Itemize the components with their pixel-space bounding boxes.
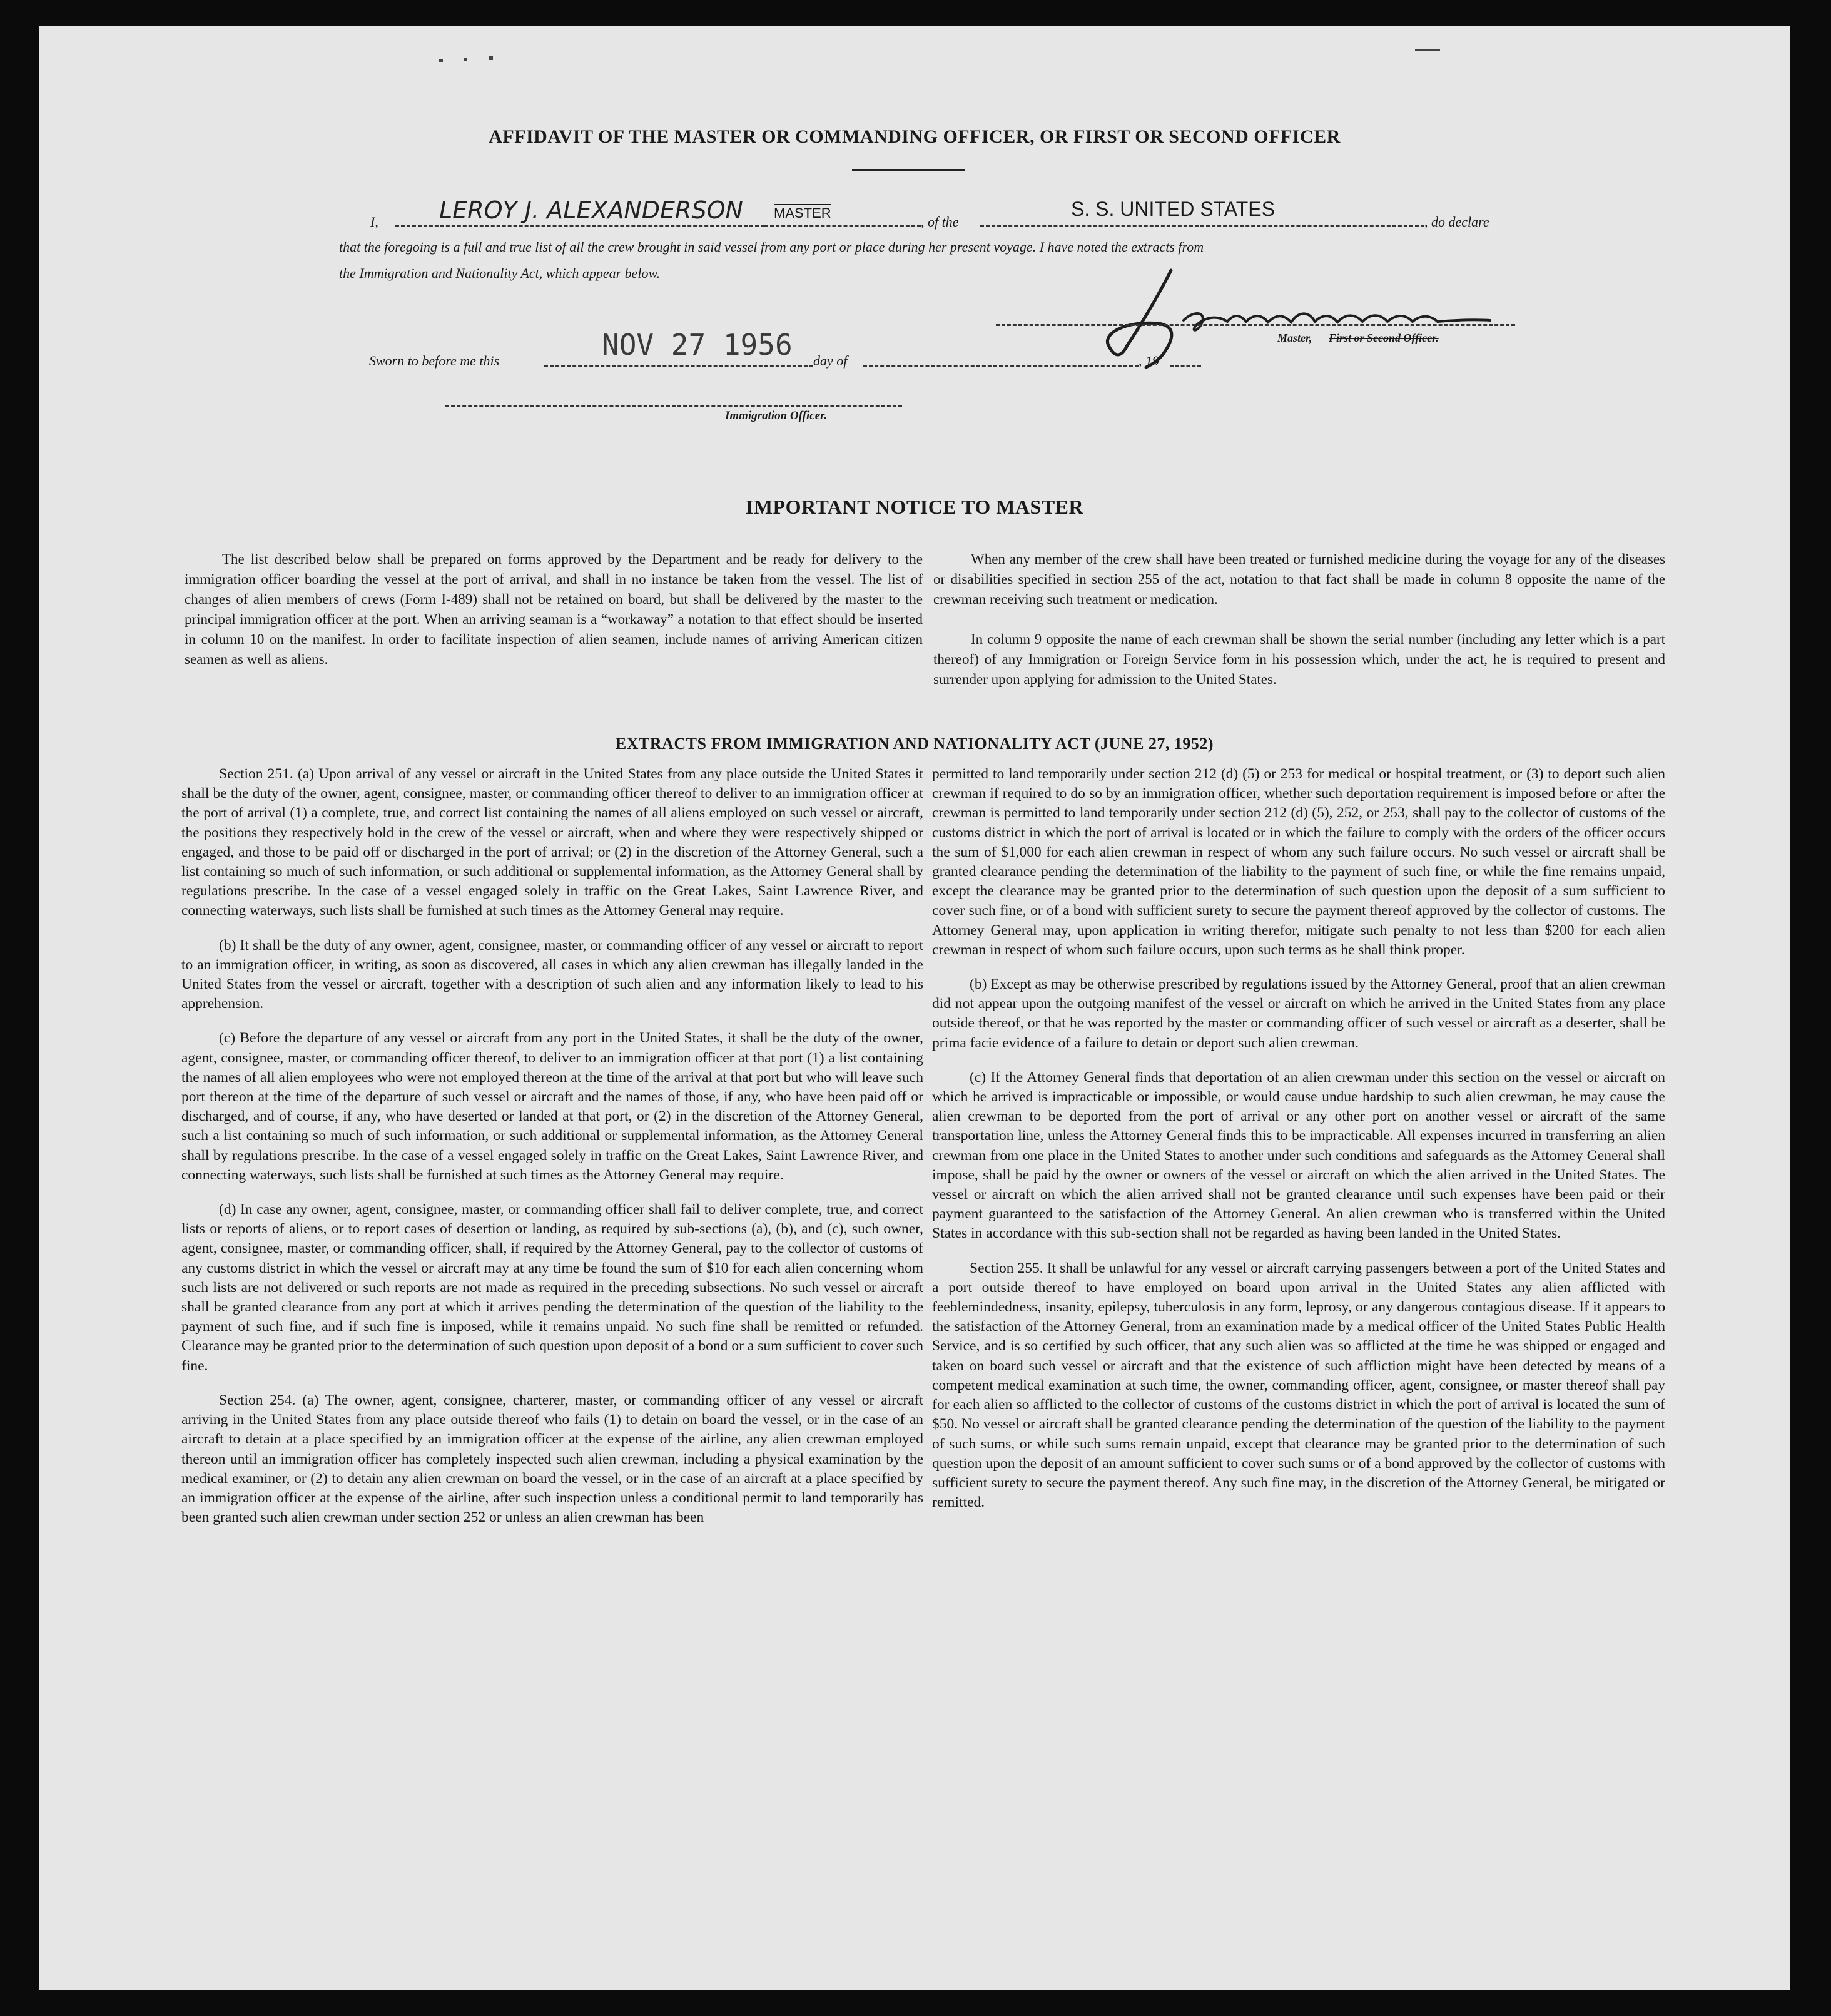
- extracts-title: EXTRACTS FROM IMMIGRATION AND NATIONALITY ACT (JUNE 27, 1952): [615, 735, 1214, 753]
- vessel-line: [980, 225, 1424, 227]
- rank-line: [764, 225, 921, 227]
- scan-speck: [439, 59, 443, 62]
- section-254-a: Section 254. (a) The owner, agent, consignee, charterer, master, or commanding officer of any vessel or aircraft arriving in the United States from any place outside thereof who fails (1) to detain on board the vessel, or in the case of an aircraft to detain at a place specified by an immigration officer at the expense of the airline, any alien crewman employed thereon until an immigration officer has completely inspected such alien crewman, including a physical examination by the medical examiner, or (2) to detain any alien crewman on board the vessel, or in the case of an aircraft at a place specified by an immigration officer at the expense of the airline, after such inspection unless a conditional permit to land temporarily has been granted such alien crewman under section 252 or unless an alien crewman has been: [181, 1392, 923, 1526]
- title-divider: [852, 169, 965, 171]
- section-251-d: (d) In case any owner, agent, consignee, master, or commanding officer shall fail to deliver complete, true, and correct lists or reports of aliens, or to report cases of desertion or landing, as required by sub-sections (a), (b), and (c), such owner, agent, consignee, master, or commanding officer, shall, if required by the Attorney General, pay to the collector of customs of any customs district in which the vessel or aircraft may at any time be found the sum of $10 for each alien concerning whom such lists are not delivered or such reports are not made as required in the preceding subsections. No such vessel or aircraft shall be granted clearance from any port at which it arrives pending the determination of the question of the liability to the payment of such fine, and if such fine is imposed, while it remains unpaid. No such fine shall be remitted or refunded. Clearance may be granted prior to the determination of such question upon deposit of a bond or a sum sufficient to cover such fine.: [181, 1201, 923, 1374]
- sworn-label: Sworn to before me this: [369, 353, 500, 369]
- scan-speck: [489, 56, 493, 60]
- sworn-day-line: [544, 365, 813, 367]
- scan-speck: [1415, 49, 1440, 51]
- section-251-a: Section 251. (a) Upon arrival of any vessel or aircraft in the United States from any place outside the United States it shall be the duty of the owner, agent, consignee, master, or commanding officer thereof to deliver to an immigration officer at the port of arrival (1) a complete, true, and correct list containing the names of all aliens employed on such vessel or aircraft, the positions they respectively hold in the crew of the vessel or aircraft, when and where they were respectively shipped or engaged, and those to be paid off or discharged in the port of arrival; or (2) in the discretion of the Attorney General, such a list containing so much of such information, or such additional or supplemental information, as the Attorney General shall by regulations prescribe. In the case of a vessel engaged solely in traffic on the Great Lakes, Saint Lawrence River, and connecting waterways, such lists shall be furnished at such times as the Attorney General may require.: [181, 766, 923, 919]
- section-251-c: (c) Before the departure of any vessel or aircraft from any port in the United States, it shall be the duty of the owner, agent, consignee, master, or commanding officer thereof, to deliver to an immigration officer at that port (1) a list containing the names of all alien employees who were not employed thereon at the time of the arrival at that port but who will leave such port thereon at the time of the departure of such vessel or aircraft and the names of those, if any, who have been paid off or discharged, and of course, if any, who have deserted or landed at that port, or (2) in the discretion of the Attorney General, such a list containing so much of such information, or such additional or supplemental information, as the Attorney General shall by regulations prescribe. In the case of a vessel engaged solely in traffic on the Great Lakes, Saint Lawrence River, and connecting waterways, such lists shall be furnished at such times as the Attorney General may require.: [181, 1030, 923, 1183]
- document-page: [39, 26, 1790, 1990]
- section-254-b: (b) Except as may be otherwise prescribed by regulations issued by the Attorney General, proof that an alien crewman did not appear upon the outgoing manifest of the vessel or aircraft on which he arrived in the United States from any place outside thereof, or that he was reported by the master or commanding officer of such vessel or aircraft as a deserter, shall be prima facie evidence of a failure to detain or deport such alien crewman.: [932, 976, 1665, 1051]
- vessel-name: S. S. UNITED STATES: [1071, 198, 1275, 220]
- notice-right-paragraph-1: When any member of the crew shall have been treated or furnished medicine during the voyage for any of the diseases or disabilities specified in section 255 of the act, notation to that fact shall be made in column 8 opposite the name of the crewman receiving such treatment or medication.: [933, 551, 1665, 607]
- signature-caption-master: Master,: [1277, 332, 1312, 344]
- notice-left-paragraph: The list described below shall be prepared on forms approved by the Department and be ready for delivery to the immigration officer boarding the vessel at the port of arrival, and shall in no instance be taken from the vessel. The list of changes of alien members of crews (Form I-489) shall not be retained on board, but shall be delivered by the master to the principal immigration officer at the port. When an arriving seaman is a “workaway” a notation to that effect should be inserted in column 10 on the manifest. In order to facilitate inspection of alien seamen, include names of arriving American citizen seamen as well as aliens.: [185, 551, 923, 667]
- do-declare-label: , do declare: [1424, 214, 1489, 230]
- extracts-right-column: [932, 765, 1665, 1527]
- year-line: [1170, 365, 1201, 367]
- scan-speck: [464, 58, 467, 61]
- notice-right-paragraph-2: In column 9 opposite the name of each crewman shall be shown the serial number (including any letter which is a part thereof) of any Immigration or Foreign Service form in his possession which, under the act, he is required to present and surrender upon applying for admission to the United States.: [933, 631, 1665, 687]
- month-line: [863, 365, 1139, 367]
- immigration-officer-line: [445, 405, 902, 407]
- day-of-label: day of: [813, 353, 848, 369]
- section-255: Section 255. It shall be unlawful for any vessel or aircraft carrying passengers between a port of the United States and a port outside thereof to have employed on board upon arrival in the United States any alien afflicted with feeblemindedness, insanity, epilepsy, tuberculosis in any form, leprosy, or any dangerous contagious disease. If it appears to the satisfaction of the Attorney General, from an examination made by a medical officer of the United States Public Health Service, and is so certified by such officer, that any such alien was so afflicted at the time he was shipped or engaged and taken on board such vessel or aircraft and that the existence of such affliction might have been detected by means of a competent medical examination at such time, the owner, commanding officer, agent, consignee, or master thereof shall pay for each alien so afflicted to the collector of customs of the customs district in which the port of arrival is located the sum of $50. No vessel or aircraft shall be granted clearance pending the determination of the question of the liability to the payment of such sums, or while such sums remain unpaid, except that clearance may be granted prior to the determination of such question upon the deposit of an amount sufficient to cover such sums or of a bond approved by the collector of customs with sufficient surety to secure the payment thereof. Any such fine may, in the discretion of the Attorney General, be mitigated or remitted.: [932, 1260, 1665, 1511]
- officer-name: LEROY J. ALEXANDERSON: [439, 196, 743, 224]
- section-254-c: (c) If the Attorney General finds that deportation of an alien crewman under this section on the vessel or aircraft on which he arrived is impracticable or impossible, or would cause undue hardship to such alien crewman, he may cause the alien crewman to be deported from the port of arrival or any other port on another vessel or aircraft of the same transportation line, unless the Attorney General finds this to be impracticable. All expenses incurred in transferring an alien crewman from one place in the United States to another under such conditions and safeguards as the Attorney General shall impose, shall be paid by the owner or owners of the vessel or aircraft on which the alien arrived in the United States. The vessel or aircraft on which the alien arrived shall not be granted clearance until such expenses have been paid or their payment guaranteed to the satisfaction of the Attorney General. An alien crewman who is transferred within the United States in accordance with this sub-section shall not be regarded as having been landed in the United States.: [932, 1069, 1665, 1242]
- i-label: I,: [370, 214, 378, 230]
- signature-caption-struck: First or Second Officer.: [1329, 332, 1439, 344]
- of-the-label: , of the: [921, 214, 959, 230]
- notice-title: IMPORTANT NOTICE TO MASTER: [745, 496, 1084, 518]
- section-254-a-continued: permitted to land temporarily under section 212 (d) (5) or 253 for medical or hospital treatment, or (3) to deport such alien crewman if required to do so by an immigration officer, whether such deportation requirement is imposed before or after the crewman is permitted to land temporarily under section 212 (d) (5), 252, or 253, shall pay to the collector of customs of the customs district in which the port of arrival is located or in which the failure to comply with the orders of the officer occurs the sum of $1,000 for each alien crewman in respect of whom any such failure occurs. No such vessel or aircraft shall be granted clearance pending the determination of the liability to the payment of such fine, or while the fine remains unpaid, except the clearance may be granted prior to the determination of such question upon the deposit of a sum sufficient to cover such fine, or of a bond with sufficient surety to secure the payment thereof approved by the collector of customs. The Attorney General may, upon application in writing therefor, mitigate such penalty to not less than $200 for each alien crewman in respect of whom such failure occurs, upon such terms as he shall think proper.: [932, 766, 1665, 958]
- immigration-officer-caption: Immigration Officer.: [725, 409, 828, 422]
- year-prefix: , 19: [1139, 353, 1159, 369]
- extracts-left-column: [181, 765, 923, 1542]
- sworn-date-stamp: NOV 27 1956: [602, 328, 793, 362]
- declaration-line-2: the Immigration and Nationality Act, which appear below.: [339, 265, 661, 281]
- rank: MASTER: [774, 205, 831, 221]
- declaration-line-1: that the foregoing is a full and true list of all the crew brought in said vessel from any port or place during her present voyage. I have noted the extracts from: [339, 239, 1204, 255]
- affidavit-title: AFFIDAVIT OF THE MASTER OR COMMANDING OFFICER, OR FIRST OR SECOND OFFICER: [489, 126, 1341, 147]
- name-line: [395, 225, 764, 227]
- section-251-b: (b) It shall be the duty of any owner, agent, consignee, master, or commanding officer of any vessel or aircraft to report to an immigration officer, in writing, as soon as discovered, all cases in which any alien crewman has illegally landed in the United States from the vessel or aircraft, together with a description of such alien and any information likely to lead to his apprehension.: [181, 937, 923, 1012]
- signature-line: [996, 324, 1515, 326]
